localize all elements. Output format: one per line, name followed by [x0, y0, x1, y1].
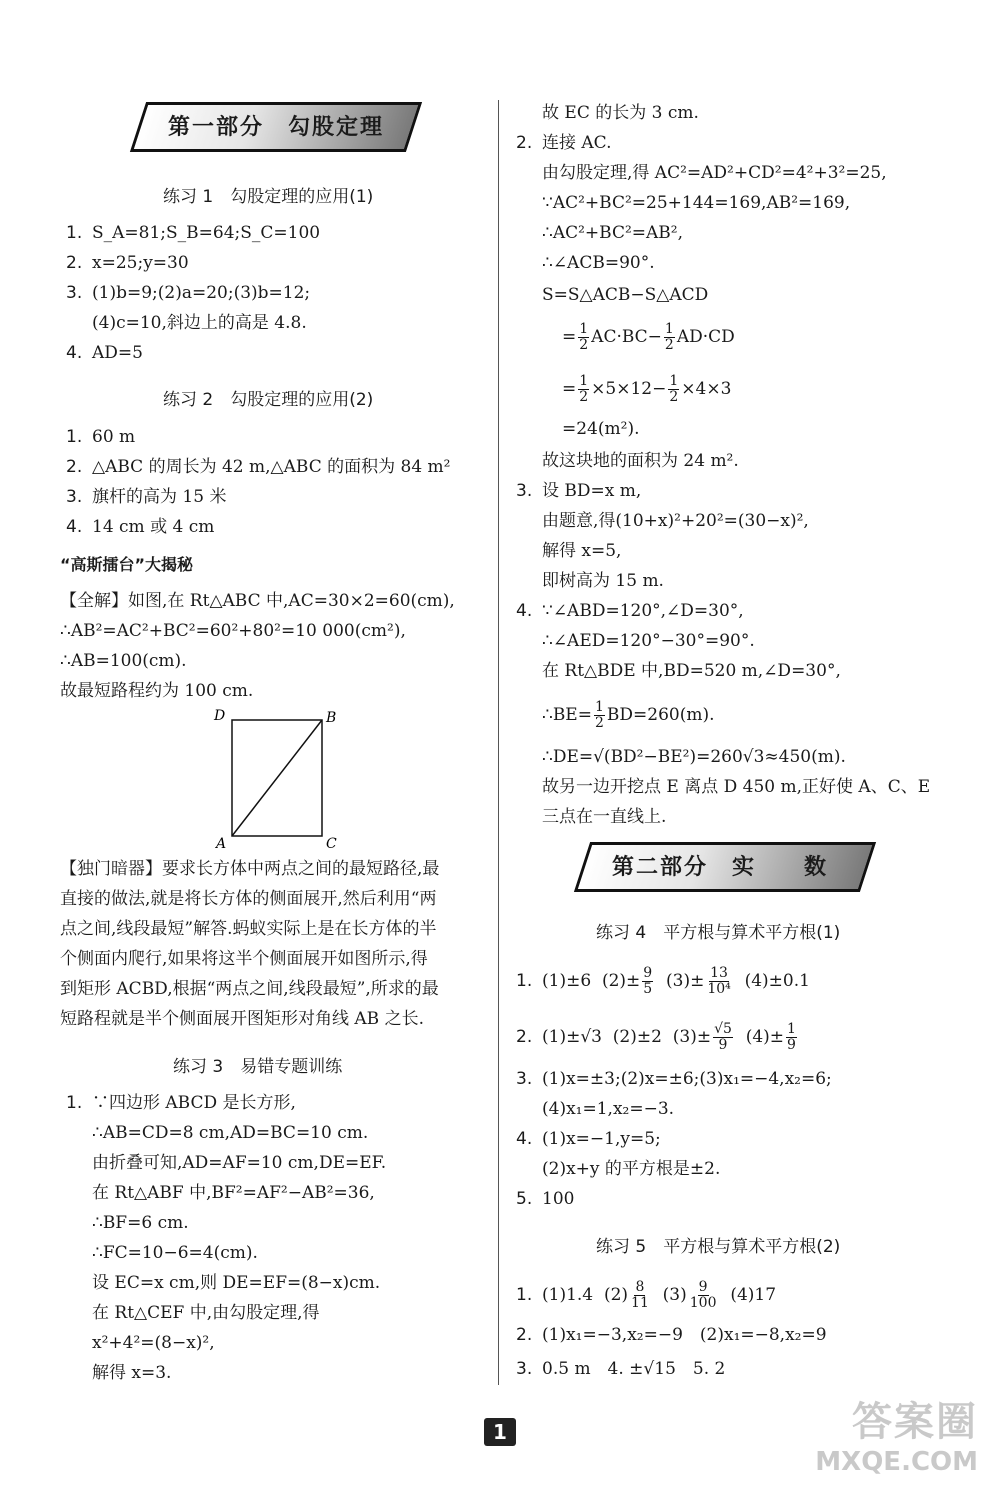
label-d: D [214, 708, 226, 724]
answer-line: 故这块地的面积为 24 m². [542, 451, 739, 471]
answer-line: 4. (1)x=−1,y=5; [516, 1129, 661, 1149]
label-a: A [216, 836, 227, 852]
solution-line: ∴AB=100(cm). [60, 651, 187, 671]
answer-line: 故 EC 的长为 3 cm. [542, 103, 699, 123]
answer-line: ∴BF=6 cm. [92, 1213, 189, 1233]
answer-line: ∴AC²+BC²=AB², [542, 223, 684, 243]
solution-line: 故最短路程约为 100 cm. [60, 681, 254, 701]
label-c: C [326, 836, 337, 852]
rectangle-diagram [208, 706, 348, 852]
answer-line: S=S△ACB−S△ACD [542, 285, 709, 305]
answer-line: (4)x₁=1,x₂=−3. [542, 1099, 675, 1119]
exercise-title: 练习 4 平方根与算术平方根(1) [596, 923, 841, 943]
answer-line: 3. 旗杆的高为 15 米 [66, 487, 227, 507]
answer-line: ∴∠AED=120°−30°=90°. [542, 631, 755, 651]
answer-line: 在 Rt△BDE 中,BD=520 m,∠D=30°, [542, 661, 841, 681]
answer-line: 4. 14 cm 或 4 cm [66, 517, 215, 537]
answer-line: 在 Rt△CEF 中,由勾股定理,得 [92, 1303, 320, 1323]
answer-line: 3. (1)b=9;(2)a=20;(3)b=12; [66, 283, 311, 303]
answer-line: (4)c=10,斜边上的高是 4.8. [92, 313, 307, 333]
solution-line: ∴AB²=AC²+BC²=60²+80²=10 000(cm²), [60, 621, 406, 641]
section-title: 第二部分 实 数 [612, 855, 829, 880]
section-title: 第一部分 勾股定理 [168, 115, 385, 140]
answer-line: 1. (1)1.4 (2) $\frac{8}{11}$ (3) $\frac{9}{100}$ (4)17 [516, 1279, 777, 1311]
answer-line: 解得 x=3. [92, 1363, 172, 1383]
de-line: ∴DE=√(BD²−BE²)=260√3≈450(m). [542, 747, 846, 767]
answer-line: ∴FC=10−6=4(cm). [92, 1243, 258, 1263]
answer-line: 解得 x=5, [542, 541, 622, 561]
answer-line: 2. (1)x₁=−3,x₂=−9 (2)x₁=−8,x₂=9 [516, 1325, 827, 1345]
watermark-url: MXQE.COM [815, 1447, 978, 1477]
answer-line: 4. ∵∠ABD=120°,∠D=30°, [516, 601, 744, 621]
answer-line: ∵AC²+BC²=25+144=169,AB²=169, [542, 193, 851, 213]
answer-line: x²+4²=(8−x)², [92, 1333, 215, 1353]
secret-line: 直接的做法,就是将长方体的侧面展开,然后利用“两 [60, 889, 437, 909]
answer-line: 1. ∵四边形 ABCD 是长方形, [66, 1093, 296, 1113]
exercise-title: 练习 3 易错专题训练 [173, 1057, 343, 1077]
exercise-title: 练习 1 勾股定理的应用(1) [163, 187, 374, 207]
answer-line: (2)x+y 的平方根是±2. [542, 1159, 721, 1179]
answer-line: 3. 0.5 m 4. ±√15 5. 2 [516, 1359, 726, 1379]
secret-line: 个侧面内爬行,如果将这半个侧面展开如图所示,得 [60, 949, 428, 969]
answer-line: 设 EC=x cm,则 DE=EF=(8−x)cm. [92, 1273, 381, 1293]
answer-line: 5. 100 [516, 1189, 575, 1209]
watermark [815, 1390, 978, 1477]
answer-line: 由勾股定理,得 AC²=AD²+CD²=4²+3²=25, [542, 163, 887, 183]
answer-line: 1. S_A=81;S_B=64;S_C=100 [66, 223, 321, 243]
answer-line: 1. (1)±6 (2)± $\frac{9}{5}$ (3)± $\frac{13}{\text{10⁴}}$ (4)±0.1 [516, 965, 810, 997]
gauss-title: “高斯擂台”大揭秘 [60, 555, 194, 574]
answer-line: 4. AD=5 [66, 343, 143, 363]
area-result: =24(m²). [562, 419, 640, 439]
secret-line: 短路程就是半个侧面展开图矩形对角线 AB 之长. [60, 1009, 424, 1029]
answer-line: 1. 60 m [66, 427, 136, 447]
answer-line: ∴∠ACB=90°. [542, 253, 655, 273]
section-banner-1 [138, 102, 428, 152]
area-expression-2: = $\frac{1}{2}$ ×5×12− $\frac{1}{2}$ ×4×3 [562, 373, 732, 405]
answer-line: 由题意,得(10+x)²+20²=(30−x)², [542, 511, 809, 531]
answer-line: 即树高为 15 m. [542, 571, 664, 591]
answer-line: 2. △ABC 的周长为 42 m,△ABC 的面积为 84 m² [66, 457, 451, 477]
answer-line: 故另一边开挖点 E 离点 D 450 m,正好使 A、C、E [542, 777, 931, 797]
area-expression-1: = $\frac{1}{2}$ AC·BC− $\frac{1}{2}$ AD·CD [562, 321, 735, 353]
answer-line: 由折叠可知,AD=AF=10 cm,DE=EF. [92, 1153, 387, 1173]
label-b: B [326, 710, 337, 726]
secret-line: 到矩形 ACBD,根据“两点之间,线段最短”,所求的最 [60, 979, 439, 999]
page-number: 1 [484, 1418, 516, 1446]
be-line: ∴BE= $\frac{1}{2}$ BD=260(m). [542, 699, 715, 731]
answer-line: 在 Rt△ABF 中,BF²=AF²−AB²=36, [92, 1183, 375, 1203]
exercise-title: 练习 5 平方根与算术平方根(2) [596, 1237, 841, 1257]
diagonal-ab [232, 720, 322, 836]
secret-line: 【独门暗器】要求长方体中两点之间的最短路径,最 [60, 859, 440, 879]
answer-line: 2. (1)±√3 (2)±2 (3)± $\frac{√5}{9}$ (4)± $\frac{1}{9}$ [516, 1021, 796, 1053]
solution-line: 【全解】如图,在 Rt△ABC 中,AC=30×2=60(cm), [60, 591, 455, 611]
answer-line: 2. 连接 AC. [516, 133, 612, 153]
column-divider [498, 100, 499, 1385]
secret-line: 点之间,线段最短”解答.蚂蚁实际上是在长方体的半 [60, 919, 437, 939]
answer-line: 三点在一直线上. [542, 807, 667, 827]
watermark-logo-text: 答案圈 [852, 1399, 978, 1445]
answer-line: 2. x=25;y=30 [66, 253, 189, 273]
answer-line: ∴AB=CD=8 cm,AD=BC=10 cm. [92, 1123, 369, 1143]
exercise-title: 练习 2 勾股定理的应用(2) [163, 390, 374, 410]
section-banner-2 [582, 842, 882, 892]
answer-line: 3. (1)x=±3;(2)x=±6;(3)x₁=−4,x₂=6; [516, 1069, 832, 1089]
answer-line: 3. 设 BD=x m, [516, 481, 642, 501]
